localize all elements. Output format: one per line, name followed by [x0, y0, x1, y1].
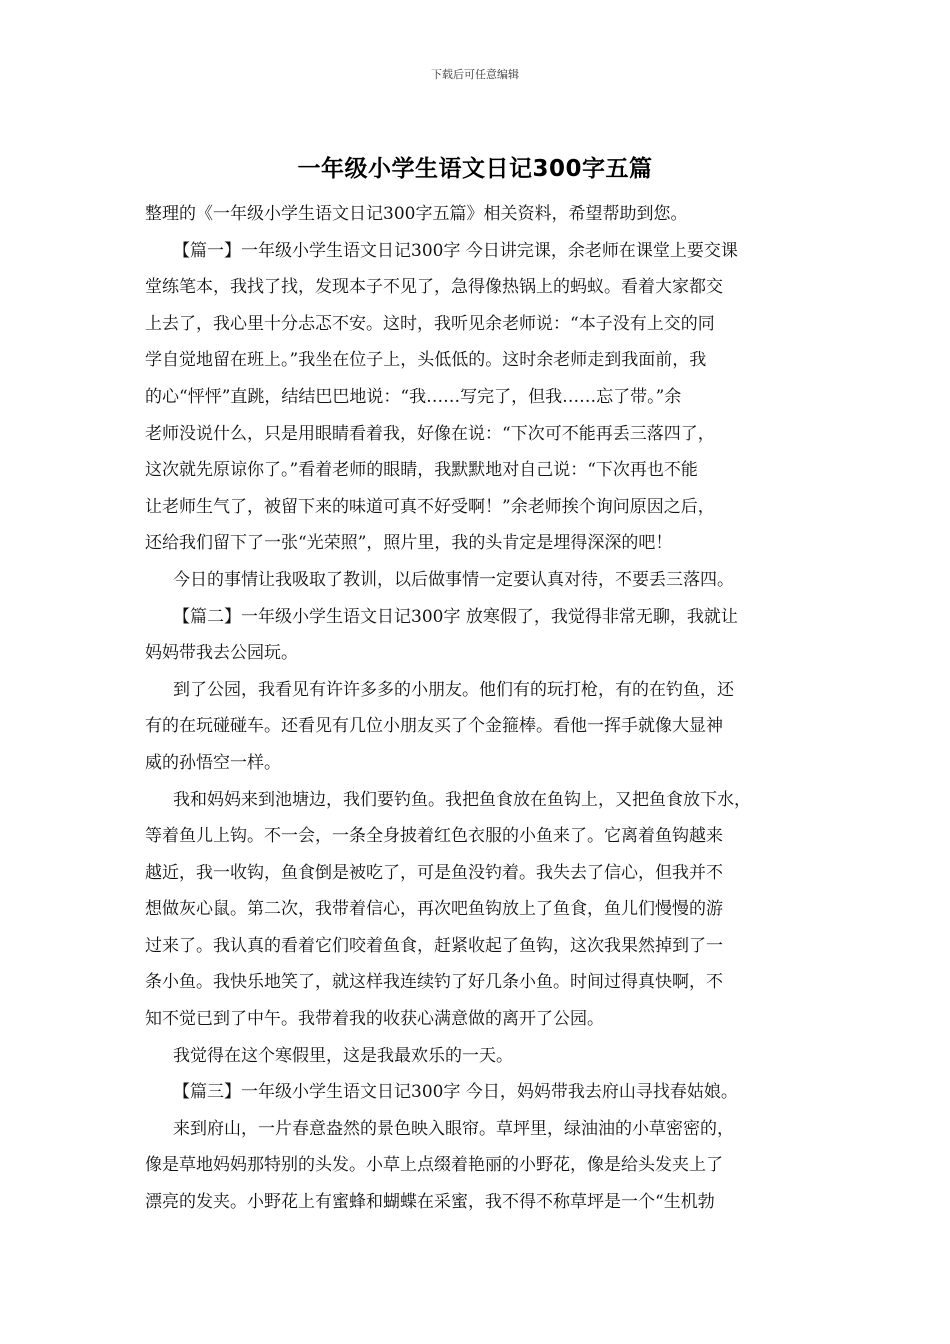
text-line: 知不觉已到了中午。我带着我的收获心满意做的离开了公园。	[145, 1009, 604, 1030]
text-line: 还给我们留下了一张“光荣照”，照片里，我的头肯定是埋得深深的吧！	[145, 533, 673, 554]
text-line: 学自觉地留在班上。”我坐在位子上，头低低的。这时余老师走到我面前，我	[145, 350, 707, 371]
text-line: 像是草地妈妈那特别的头发。小草上点缀着艳丽的小野花，像是给头发夹上了	[145, 1155, 723, 1176]
text-line: 威的孙悟空一样。	[145, 752, 281, 773]
text-line: 【篇一】一年级小学生语文日记300字 今日讲完课，余老师在课堂上要交课	[173, 240, 738, 261]
text-line: 越近，我一收钩，鱼食倒是被吃了，可是鱼没钓着。我失去了信心，但我并不	[145, 862, 723, 883]
text-line: 上去了，我心里十分忐忑不安。这时，我听见余老师说：“本子没有上交的同	[145, 313, 715, 334]
text-line: 想做灰心鼠。第二次，我带着信心，再次吧鱼钩放上了鱼食，鱼儿们慢慢的游	[145, 899, 723, 920]
text-line: 漂亮的发夹。小野花上有蜜蜂和蝴蝶在采蜜，我不得不称草坪是一个“生机勃	[145, 1192, 715, 1213]
text-line: 整理的《一年级小学生语文日记300字五篇》相关资料，希望帮助到您。	[145, 204, 688, 224]
text-line: 今日的事情让我吸取了教训，以后做事情一定要认真对待，不要丢三落四。	[173, 569, 734, 590]
text-line: 有的在玩碰碰车。还看见有几位小朋友买了个金箍棒。看他一挥手就像大显神	[145, 716, 723, 737]
text-line: 这次就先原谅你了。”看着老师的眼睛，我默默地对自己说：“下次再也不能	[145, 460, 698, 481]
text-line: 来到府山，一片春意盎然的景色映入眼帘。草坪里，绿油油的小草密密的，	[173, 1118, 734, 1139]
text-line: 条小鱼。我快乐地笑了，就这样我连续钓了好几条小鱼。时间过得真快啊，不	[145, 972, 723, 993]
text-line: 老师没说什么，只是用眼睛看着我，好像在说：“下次可不能再丢三落四了，	[145, 423, 715, 444]
text-line: 等着鱼儿上钩。不一会，一条全身披着红色衣服的小鱼来了。它离着鱼钩越来	[145, 826, 723, 847]
text-line: 让老师生气了，被留下来的味道可真不好受啊！”余老师挨个询问原因之后，	[145, 496, 715, 517]
text-line: 【篇三】一年级小学生语文日记300字 今日，妈妈带我去府山寻找春姑娘。	[173, 1082, 738, 1103]
text-line: 【篇二】一年级小学生语文日记300字 放寒假了，我觉得非常无聊，我就让	[173, 606, 738, 627]
text-line: 的心“怦怦”直跳，结结巴巴地说：“我……写完了，但我……忘了带。”余	[145, 386, 682, 407]
header-note: 下载后可任意编辑	[431, 68, 519, 81]
text-line: 妈妈带我去公园玩。	[145, 643, 298, 664]
text-line: 我觉得在这个寒假里，这是我最欢乐的一天。	[173, 1045, 513, 1066]
document-title: 一年级小学生语文日记300字五篇	[297, 156, 653, 182]
document-body	[145, 196, 815, 1221]
text-line: 到了公园，我看见有许许多多的小朋友。他们有的玩打枪，有的在钓鱼，还	[173, 679, 734, 700]
text-line: 我和妈妈来到池塘边，我们要钓鱼。我把鱼食放在鱼钩上，又把鱼食放下水，	[173, 789, 751, 810]
text-line: 堂练笔本，我找了找，发现本子不见了，急得像热锅上的蚂蚁。看着大家都交	[145, 277, 723, 298]
text-line: 过来了。我认真的看着它们咬着鱼食，赶紧收起了鱼钩，这次我果然掉到了一	[145, 935, 723, 956]
